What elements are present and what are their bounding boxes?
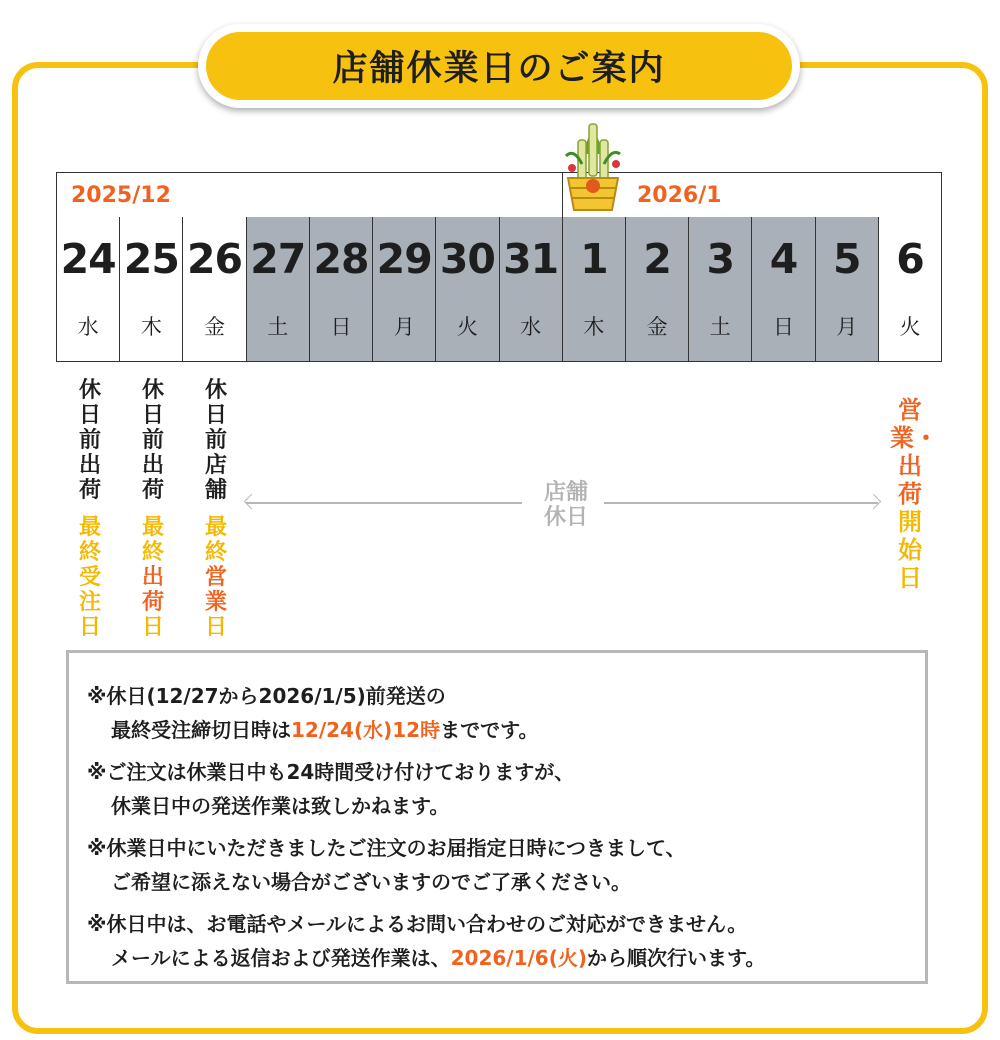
note-2 xyxy=(87,755,925,823)
label-6-a: 営業・出荷 xyxy=(890,396,938,508)
note-1-line-2 xyxy=(87,713,925,747)
label-col-25 xyxy=(133,378,173,640)
day-cell xyxy=(816,217,879,361)
label-25-bottom-c: 日 xyxy=(141,615,164,640)
note-1-line-1: ※休日(12/27から2026/1/5)前発送の xyxy=(87,684,446,708)
day-weekday: 月 xyxy=(836,315,858,339)
note-3-line-1: ※休業日中にいただきましたご注文のお届指定日時につきまして、 xyxy=(87,836,686,860)
note-4-line-1: ※休日中は、お電話やメールによるお問い合わせのご対応ができません。 xyxy=(87,912,748,936)
label-25-bottom-a: 最終 xyxy=(141,515,164,565)
note-4-line-2 xyxy=(87,941,925,975)
note-2-line-1: ※ご注文は休業日中も24時間受け付けておりますが、 xyxy=(87,760,575,784)
day-cell xyxy=(183,217,246,361)
day-number: 31 xyxy=(503,235,559,283)
month-label-dec: 2025/12 xyxy=(57,173,563,217)
note-4 xyxy=(87,907,925,975)
notes-box xyxy=(66,650,928,984)
day-number: 3 xyxy=(706,235,735,283)
day-cell xyxy=(879,217,941,361)
note-1-highlight: 12/24(水)12時 xyxy=(291,718,441,742)
day-cell xyxy=(247,217,310,361)
note-1-pre: 最終受注締切日時は xyxy=(111,718,291,742)
closed-label-b: 休日 xyxy=(543,505,588,530)
closed-label xyxy=(536,480,596,530)
label-25-top: 休日前出荷 xyxy=(141,378,164,503)
note-2-line-2: 休業日中の発送作業は致しかねます。 xyxy=(111,794,450,818)
month-row xyxy=(56,172,942,218)
arrow-right-icon xyxy=(604,502,878,504)
day-weekday: 土 xyxy=(267,315,289,339)
day-cell xyxy=(626,217,689,361)
label-col-26 xyxy=(196,378,236,640)
label-24-top: 休日前出荷 xyxy=(78,378,101,503)
label-24-bottom: 最終受注日 xyxy=(78,515,101,640)
day-cell xyxy=(752,217,815,361)
day-number: 26 xyxy=(187,235,243,283)
note-1-post: までです。 xyxy=(440,718,539,742)
day-weekday: 日 xyxy=(330,315,352,339)
label-6-b: 開始日 xyxy=(898,508,922,592)
day-weekday: 木 xyxy=(140,315,162,339)
day-cell xyxy=(500,217,563,361)
label-col-24 xyxy=(70,378,110,640)
day-number: 27 xyxy=(250,235,306,283)
day-weekday: 金 xyxy=(204,315,226,339)
day-weekday: 火 xyxy=(899,315,921,339)
label-26-bottom-b: 営業 xyxy=(204,565,227,615)
day-number: 24 xyxy=(60,235,116,283)
note-4-highlight: 2026/1/6(火) xyxy=(450,946,587,970)
month-label-jan: 2026/1 xyxy=(637,183,722,208)
page-title: 店舗休業日のご案内 xyxy=(206,32,792,100)
day-cell xyxy=(310,217,373,361)
day-cell xyxy=(57,217,120,361)
day-cell xyxy=(436,217,499,361)
label-col-6 xyxy=(890,396,938,592)
kadomatsu-icon xyxy=(560,120,626,216)
day-number: 2 xyxy=(643,235,671,283)
day-cell xyxy=(373,217,436,361)
day-number: 5 xyxy=(832,235,861,283)
day-weekday: 水 xyxy=(77,315,99,339)
day-weekday: 日 xyxy=(773,315,795,339)
day-cell xyxy=(563,217,626,361)
arrow-left-icon xyxy=(246,502,522,504)
label-26-top: 休日前店舗 xyxy=(204,378,227,503)
day-number: 6 xyxy=(896,235,924,283)
day-number: 29 xyxy=(376,235,432,283)
label-26-bottom-c: 日 xyxy=(204,615,227,640)
closed-label-a: 店舗 xyxy=(543,480,588,505)
day-weekday: 木 xyxy=(583,315,605,339)
day-weekday: 土 xyxy=(709,315,731,339)
day-number: 30 xyxy=(439,235,495,283)
label-25-bottom-b: 出荷 xyxy=(141,565,164,615)
day-weekday: 水 xyxy=(520,315,542,339)
title-banner xyxy=(198,24,800,108)
day-cell xyxy=(120,217,183,361)
note-4-post: から順次行います。 xyxy=(587,946,766,970)
day-number: 28 xyxy=(313,235,369,283)
holiday-calendar xyxy=(56,172,942,362)
day-number: 1 xyxy=(580,235,608,283)
note-4-pre: メールによる返信および発送作業は、 xyxy=(111,946,451,970)
note-1 xyxy=(87,679,925,747)
day-row xyxy=(56,217,942,362)
day-weekday: 火 xyxy=(456,315,478,339)
note-3-line-2: ご希望に添えない場合がございますのでご了承ください。 xyxy=(111,870,631,894)
label-26-bottom-a: 最終 xyxy=(204,515,227,565)
day-weekday: 金 xyxy=(646,315,668,339)
day-number: 25 xyxy=(123,235,179,283)
note-3 xyxy=(87,831,925,899)
day-weekday: 月 xyxy=(393,315,415,339)
day-cell xyxy=(689,217,752,361)
day-number: 4 xyxy=(769,235,798,283)
